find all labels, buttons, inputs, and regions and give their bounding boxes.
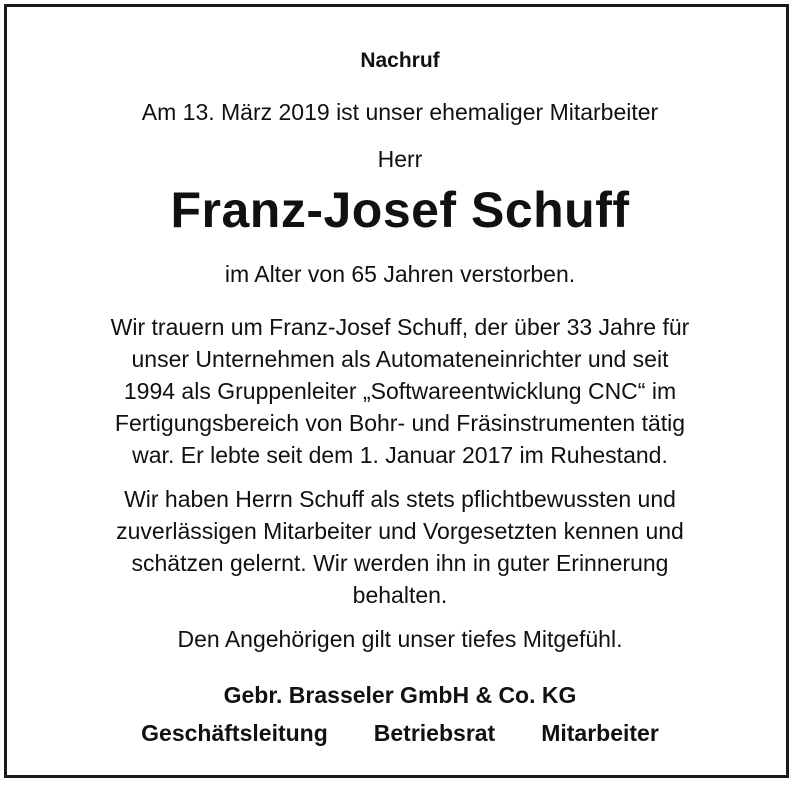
intro-line: Am 13. März 2019 ist unser ehemaliger Mitarbeiter bbox=[141, 99, 659, 125]
paragraph-line: Fertigungsbereich von Bohr- und Fräsinstrumenten tätig bbox=[114, 410, 686, 436]
paragraph-line: unser Unternehmen als Automateneinrichter und seit bbox=[131, 346, 669, 372]
deceased-name: Franz-Josef Schuff bbox=[170, 182, 630, 238]
paragraph-line: behalten. bbox=[352, 582, 448, 608]
notice-heading: Nachruf bbox=[360, 49, 440, 72]
paragraph-line: schätzen gelernt. Wir werden ihn in guter Erinnerung bbox=[131, 550, 669, 576]
age-line: im Alter von 65 Jahren verstorben. bbox=[224, 261, 576, 287]
signer-employees: Mitarbeiter bbox=[541, 720, 659, 746]
condolence-line: Den Angehörigen gilt unser tiefes Mitgefühl. bbox=[177, 626, 623, 652]
paragraph-line: zuverlässigen Mitarbeiter und Vorgesetzten kennen und bbox=[116, 518, 684, 544]
signer-management: Geschäftsleitung bbox=[141, 720, 328, 746]
salutation: Herr bbox=[377, 146, 423, 172]
paragraph-line: 1994 als Gruppenleiter „Softwareentwicklung CNC“ im bbox=[123, 378, 677, 404]
paragraph-line: Wir trauern um Franz-Josef Schuff, der über 33 Jahre für bbox=[110, 314, 690, 340]
paragraph-career bbox=[44, 311, 756, 471]
company-name: Gebr. Brasseler GmbH & Co. KG bbox=[223, 682, 577, 708]
paragraph-line: war. Er lebte seit dem 1. Januar 2017 im Ruhestand. bbox=[132, 442, 668, 468]
paragraph-line: Wir haben Herrn Schuff als stets pflichtbewussten und bbox=[124, 486, 676, 512]
signers-row bbox=[4, 718, 796, 748]
signer-works-council: Betriebsrat bbox=[373, 720, 496, 746]
paragraph-remembrance bbox=[44, 483, 756, 611]
